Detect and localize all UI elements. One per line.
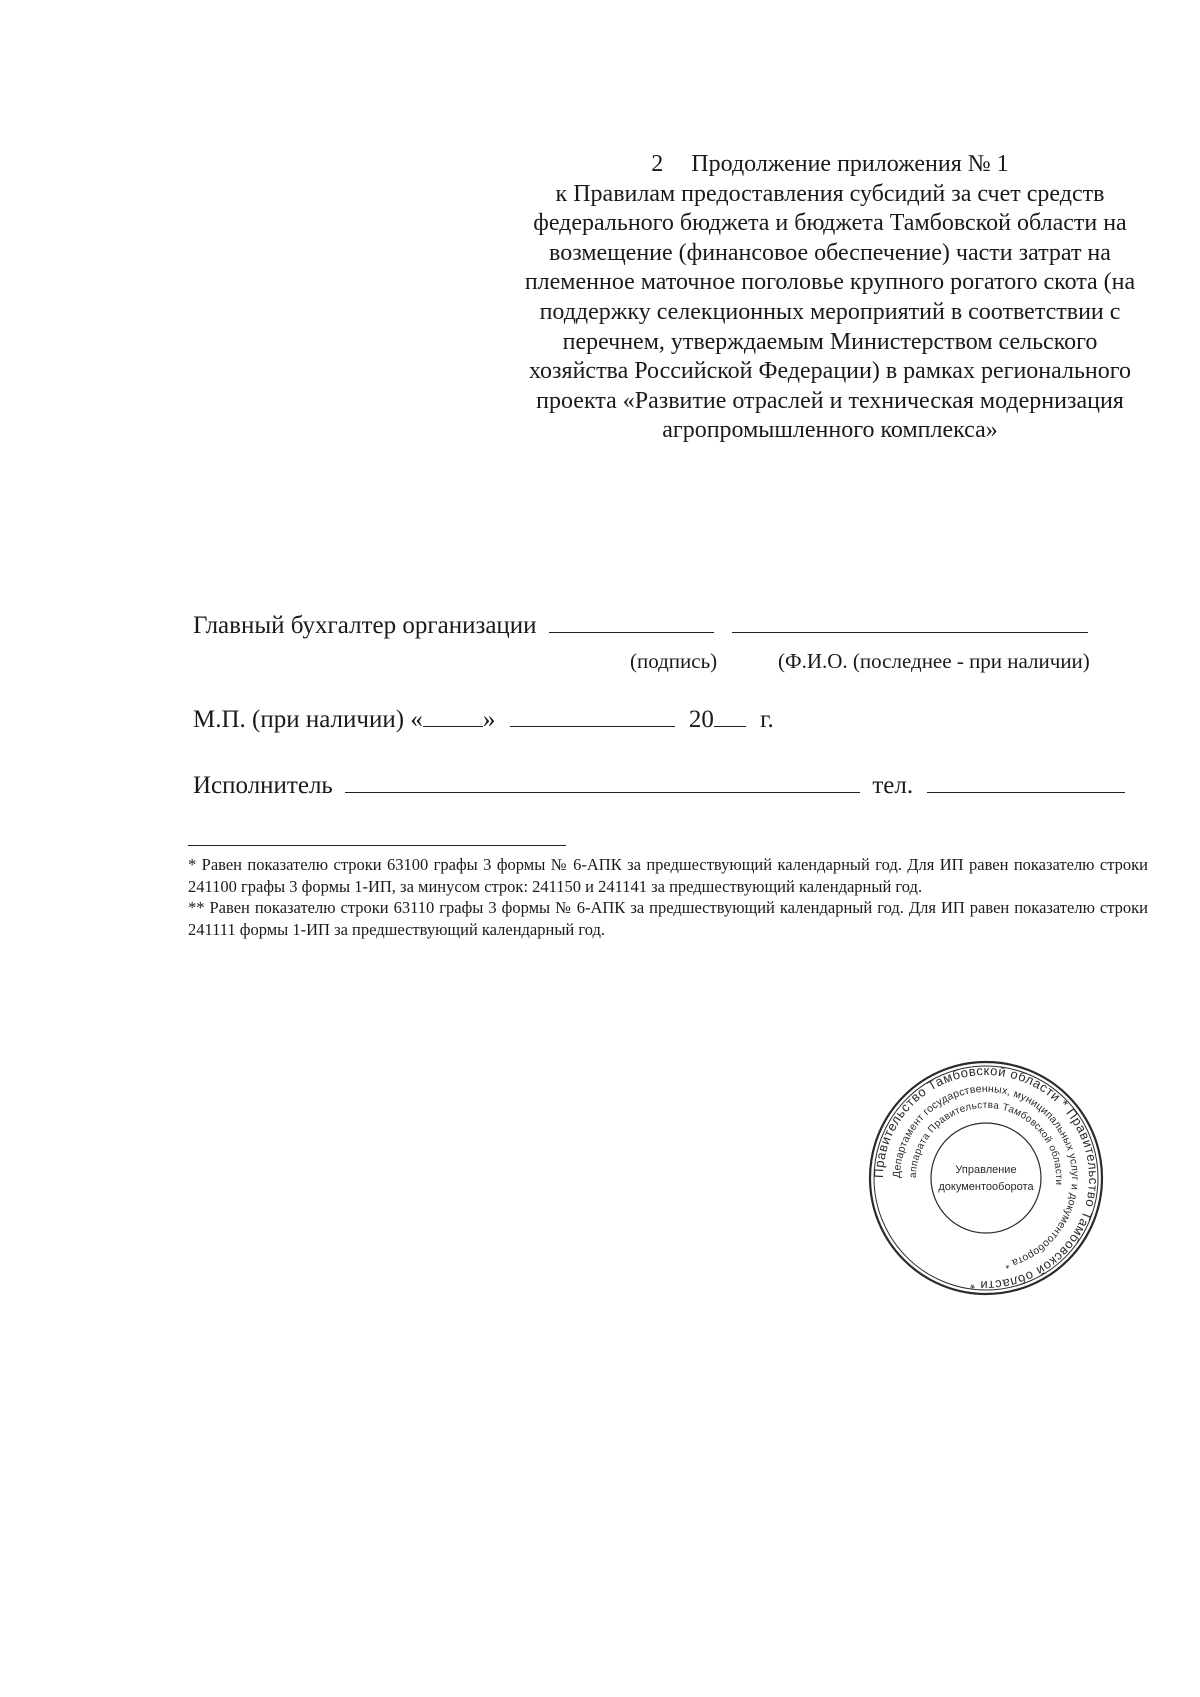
name-line [732,632,1088,633]
executor-label: Исполнитель [193,772,333,799]
stamp-outer-text: Правительство Тамбовской области * Правительство Тамбовской области * [870,1062,1102,1294]
year-prefix: 20 [688,706,714,733]
year-line [714,726,746,727]
stamp-inner-text: аппарата Правительства Тамбовской области [907,1099,1065,1186]
name-caption: (Ф.И.О. (последнее - при наличии) [778,649,1090,673]
executor-line [345,792,860,793]
month-line [510,726,675,727]
footnote-divider [188,845,566,846]
header-first-line [520,150,1140,180]
executor-row [193,772,1125,800]
page-number: 2 [651,151,664,177]
phone-label: тел. [872,772,914,799]
stamp-middle-text: Департамент государственных, муниципальных услуг и документооборота * [890,1082,1082,1271]
appendix-header [520,150,1140,446]
day-line [423,726,483,727]
chief-accountant-row [193,612,1088,640]
stamp-center-line2: документооборота [938,1181,1034,1193]
signature-caption: (подпись) [630,649,718,673]
header-body: к Правилам предоставления субсидий за счет средств федерального бюджета и бюджета Тамбовской области на возмещение (финансовое обеспечение) части затрат на племенное маточное поголовье крупного рогатого скота (на поддержку селекционных мероприятий в соответствии с перечнем, утверждаемым Министерством сельского хозяйства Российской Федерации) в рамках регионального проекта «Развитие отраслей и техническая модернизация агропромышленного комплекса» [524,180,1136,444]
stamp-center-line1: Управление [955,1164,1017,1176]
seal-date-row [193,706,774,734]
official-stamp [866,1058,1106,1298]
stamp-center-ring [931,1123,1041,1233]
chief-accountant-label: Главный бухгалтер организации [193,612,537,639]
footnotes [188,854,1148,940]
footnote-2: ** Равен показателю строки 63110 графы 3 формы № 6-АПК за предшествующий календарный год. Для ИП равен показателю строки 241111 формы 1-ИП за предшествующий календарный год. [188,898,1148,939]
seal-label: М.П. (при наличии) « [193,706,423,733]
quote-close: » [482,706,496,733]
signature-line [549,632,714,633]
phone-line [927,792,1125,793]
header-title: Продолжение приложения № 1 [691,151,1009,177]
year-suffix: г. [760,706,774,733]
footnote-1: * Равен показателю строки 63100 графы 3 формы № 6-АПК за предшествующий календарный год. Для ИП равен показателю строки 241100 графы 3 формы 1-ИП, за минусом строк: 241150 и 241141 за предшествующий календарный год. [188,855,1148,896]
